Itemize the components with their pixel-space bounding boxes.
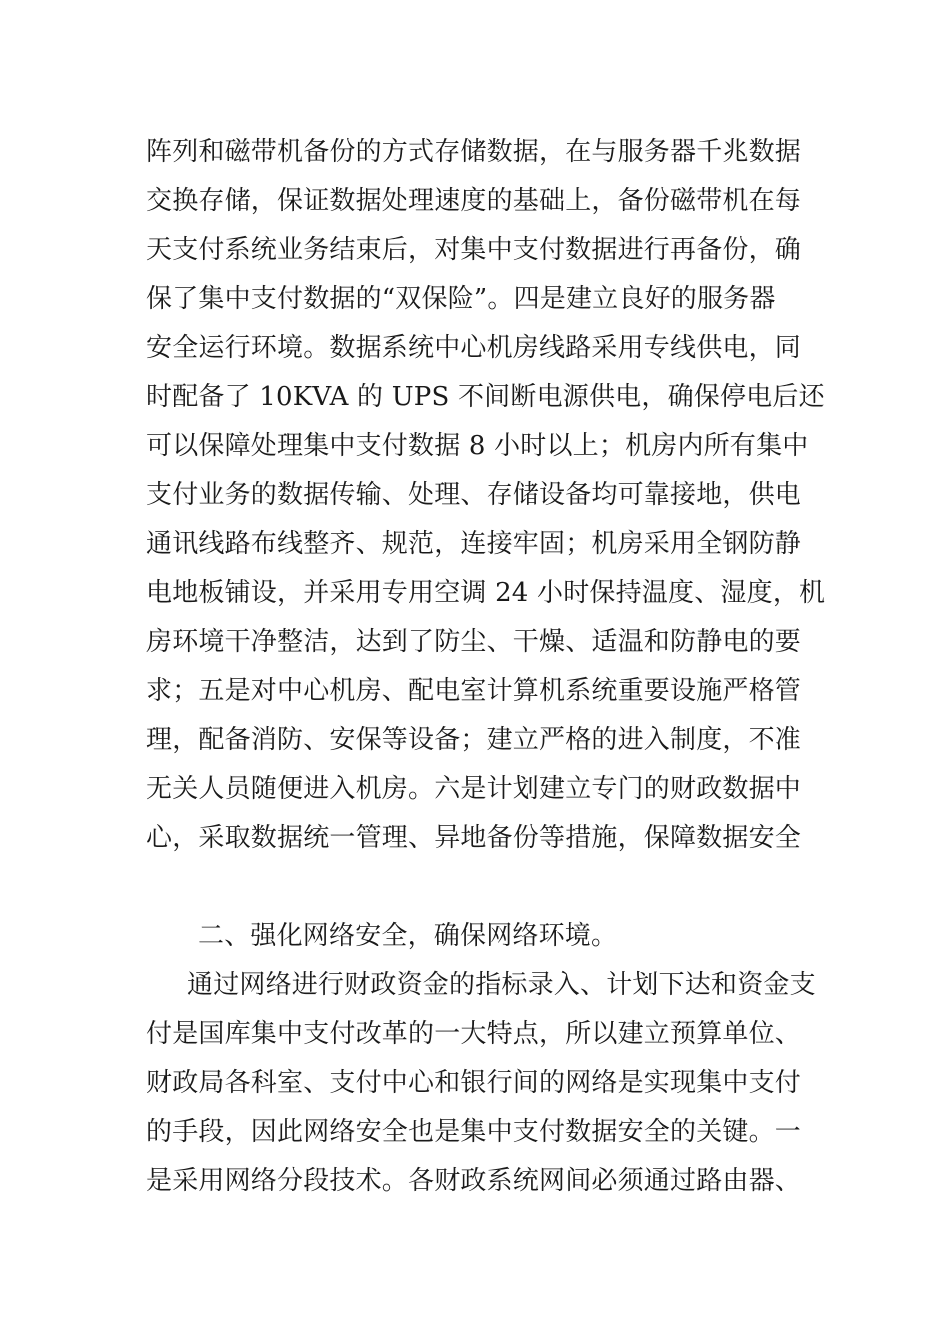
paragraph-line: 求；五是对中心机房、配电室计算机系统重要设施严格管 xyxy=(146,676,802,706)
paragraph-line: 房环境干净整洁，达到了防尘、干燥、适温和防静电的要 xyxy=(146,627,802,657)
paragraph-line: 财政局各科室、支付中心和银行间的网络是实现集中支付 xyxy=(146,1068,802,1098)
paragraph-line: 可以保障处理集中支付数据 8 小时以上；机房内所有集中 xyxy=(146,431,809,461)
paragraph-line: 安全运行环境。数据系统中心机房线路采用专线供电，同 xyxy=(146,333,802,363)
paragraph-line: 心，采取数据统一管理、异地备份等措施，保障数据安全 xyxy=(146,823,802,853)
paragraph-line: 阵列和磁带机备份的方式存储数据，在与服务器千兆数据 xyxy=(146,137,802,167)
paragraph-line: 保了集中支付数据的“双保险”。四是建立良好的服务器 xyxy=(146,284,776,314)
paragraph-line: 理，配备消防、安保等设备；建立严格的进入制度，不准 xyxy=(146,725,802,755)
paragraph-line: 电地板铺设，并采用专用空调 24 小时保持温度、湿度，机 xyxy=(146,578,826,608)
paragraph-line: 付是国库集中支付改革的一大特点，所以建立预算单位、 xyxy=(146,1019,802,1049)
paragraph-line: 无关人员随便进入机房。六是计划建立专门的财政数据中 xyxy=(146,774,802,804)
paragraph-line: 是采用网络分段技术。各财政系统网间必须通过路由器、 xyxy=(146,1166,802,1196)
paragraph-line: 的手段，因此网络安全也是集中支付数据安全的关键。一 xyxy=(146,1117,802,1147)
paragraph-line: 通过网络进行财政资金的指标录入、计划下达和资金支 xyxy=(187,970,816,1000)
paragraph-line: 天支付系统业务结束后，对集中支付数据进行再备份，确 xyxy=(146,235,802,265)
paragraph-line: 通讯线路布线整齐、规范，连接牢固；机房采用全钢防静 xyxy=(146,529,802,559)
paragraph-line: 时配备了 10KVA 的 UPS 不间断电源供电，确保停电后还 xyxy=(146,382,825,412)
section-heading: 二、强化网络安全，确保网络环境。 xyxy=(198,921,618,951)
paragraph-line: 支付业务的数据传输、处理、存储设备均可靠接地，供电 xyxy=(146,480,802,510)
paragraph-line: 交换存储，保证数据处理速度的基础上，备份磁带机在每 xyxy=(146,186,802,216)
